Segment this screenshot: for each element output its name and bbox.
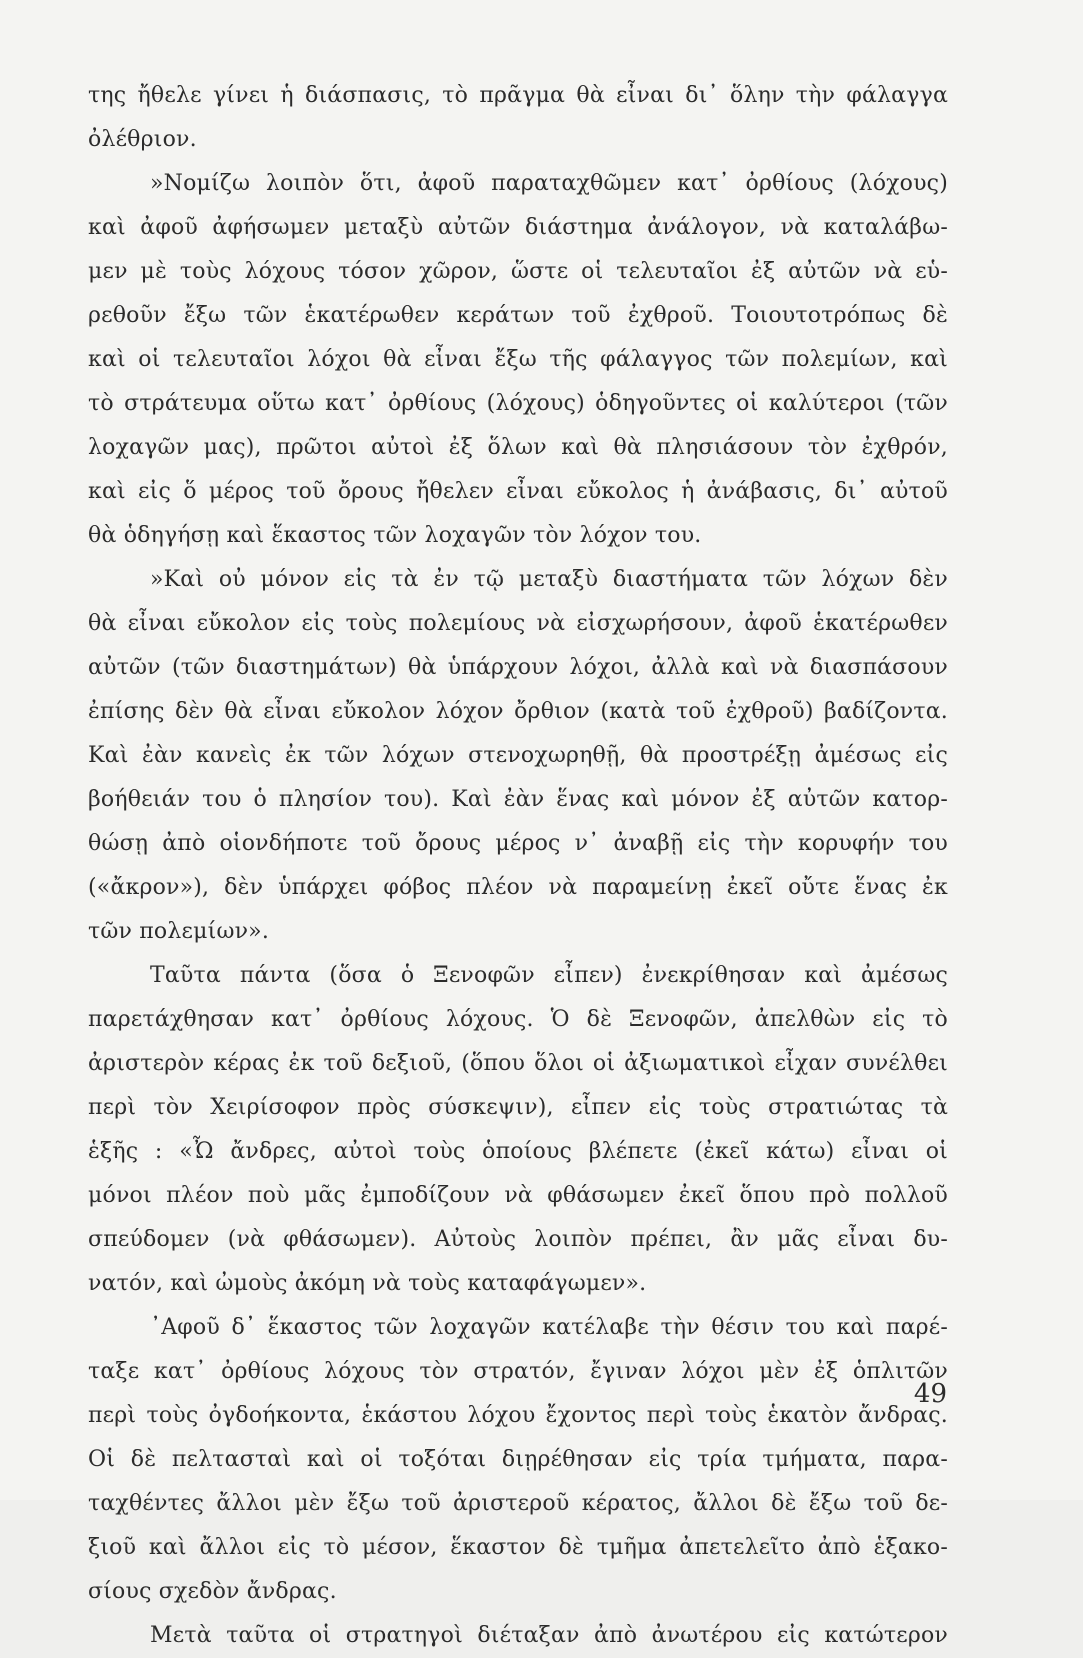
page-number: 49 (913, 1379, 947, 1409)
page-text (88, 74, 948, 1658)
text-line: Οἱ δὲ πελτασταὶ καὶ οἱ τοξόται διῃρέθησαν εἰς τρία τμήματα, παρα- (88, 1447, 948, 1472)
text-line: Μετὰ ταῦτα οἱ στρατηγοὶ διέταξαν ἀπὸ ἀνωτέρου εἰς κατώτερον (150, 1623, 948, 1648)
text-line: ἑξῆς : «Ὦ ἄνδρες, αὐτοὶ τοὺς ὁποίους βλέπετε (ἐκεῖ κάτω) εἶναι οἱ (88, 1139, 948, 1164)
text-line: Καὶ ἐὰν κανεὶς ἐκ τῶν λόχων στενοχωρηθῇ, θὰ προστρέξῃ ἀμέσως εἰς (88, 743, 948, 768)
text-line: ξιοῦ καὶ ἄλλοι εἰς τὸ μέσον, ἕκαστον δὲ τμῆμα ἀπετελεῖτο ἀπὸ ἑξακο- (88, 1535, 948, 1560)
text-line: ἀριστερὸν κέρας ἐκ τοῦ δεξιοῦ, (ὅπου ὅλοι οἱ ἀξιωματικοὶ εἶχαν συνέλθει (88, 1051, 948, 1076)
text-line: («ἄκρον»), δὲν ὑπάρχει φόβος πλέον νὰ παραμείνῃ ἐκεῖ οὔτε ἕνας ἐκ (88, 875, 948, 900)
text-line: ρεθοῦν ἔξω τῶν ἑκατέρωθεν κεράτων τοῦ ἐχθροῦ. Τοιουτοτρόπως δὲ (88, 303, 948, 328)
text-line: ᾽Αφοῦ δ᾽ ἕκαστος τῶν λοχαγῶν κατέλαβε τὴν θέσιν του καὶ παρέ- (150, 1315, 948, 1340)
text-line: τῶν πολεμίων». (88, 919, 270, 944)
text-line: θὰ ὁδηγήσῃ καὶ ἕκαστος τῶν λοχαγῶν τὸν λόχον του. (88, 523, 702, 548)
text-line: σίους σχεδὸν ἄνδρας. (88, 1579, 337, 1604)
text-line: θώσῃ ἀπὸ οἱονδήποτε τοῦ ὄρους μέρος ν᾽ ἀναβῇ εἰς τὴν κορυφήν του (88, 831, 948, 856)
text-line: Ταῦτα πάντα (ὅσα ὁ Ξενοφῶν εἶπεν) ἐνεκρίθησαν καὶ ἀμέσως (150, 963, 948, 988)
text-line: θὰ εἶναι εὔκολον εἰς τοὺς πολεμίους νὰ εἰσχωρήσουν, ἀφοῦ ἑκατέρωθεν (88, 611, 948, 636)
text-line: σπεύδομεν (νὰ φθάσωμεν). Αὐτοὺς λοιπὸν πρέπει, ἂν μᾶς εἶναι δυ- (88, 1227, 948, 1252)
text-line: μόνοι πλέον ποὺ μᾶς ἐμποδίζουν νὰ φθάσωμεν ἐκεῖ ὅπου πρὸ πολλοῦ (88, 1183, 948, 1208)
text-line: καὶ εἰς ὅ μέρος τοῦ ὄρους ἤθελεν εἶναι εὔκολος ἡ ἀνάβασις, δι᾽ αὐτοῦ (88, 479, 948, 504)
text-line: καὶ ἀφοῦ ἀφήσωμεν μεταξὺ αὐτῶν διάστημα ἀνάλογον, νὰ καταλάβω- (88, 215, 948, 240)
text-line: της ἤθελε γίνει ἡ διάσπασις, τὸ πρᾶγμα θὰ εἶναι δι᾽ ὅλην τὴν φάλαγγα (88, 83, 948, 108)
text-line: ταχθέντες ἄλλοι μὲν ἔξω τοῦ ἀριστεροῦ κέρατος, ἄλλοι δὲ ἔξω τοῦ δε- (88, 1491, 948, 1516)
text-line: νατόν, καὶ ὠμοὺς ἀκόμη νὰ τοὺς καταφάγωμεν». (88, 1271, 647, 1296)
text-line: καὶ οἱ τελευταῖοι λόχοι θὰ εἶναι ἔξω τῆς φάλαγγος τῶν πολεμίων, καὶ (88, 347, 948, 372)
text-line: περὶ τοὺς ὀγδοήκοντα, ἑκάστου λόχου ἔχοντος περὶ τοὺς ἑκατὸν ἄνδρας. (88, 1403, 948, 1428)
text-line: λοχαγῶν μας), πρῶτοι αὐτοὶ ἐξ ὅλων καὶ θὰ πλησιάσουν τὸν ἐχθρόν, (88, 435, 948, 460)
text-line: »Καὶ οὐ μόνον εἰς τὰ ἐν τῷ μεταξὺ διαστήματα τῶν λόχων δὲν (150, 567, 948, 592)
text-line: τὸ στράτευμα οὕτω κατ᾽ ὀρθίους (λόχους) ὁδηγοῦντες οἱ καλύτεροι (τῶν (88, 391, 948, 416)
text-line: »Νομίζω λοιπὸν ὅτι, ἀφοῦ παραταχθῶμεν κατ᾽ ὀρθίους (λόχους) (150, 171, 948, 196)
text-line: ἐπίσης δὲν θὰ εἶναι εὔκολον λόχον ὄρθιον (κατὰ τοῦ ἐχθροῦ) βαδίζοντα. (88, 699, 948, 724)
text-line: ὀλέθριον. (88, 127, 197, 152)
text-line: βοήθειάν του ὁ πλησίον του). Καὶ ἐὰν ἕνας καὶ μόνον ἐξ αὐτῶν κατορ- (88, 787, 948, 812)
text-line: περὶ τὸν Χειρίσοφον πρὸς σύσκεψιν), εἶπεν εἰς τοὺς στρατιώτας τὰ (88, 1095, 948, 1120)
text-line: παρετάχθησαν κατ᾽ ὀρθίους λόχους. Ὁ δὲ Ξενοφῶν, ἀπελθὼν εἰς τὸ (88, 1007, 948, 1032)
text-line: μεν μὲ τοὺς λόχους τόσον χῶρον, ὥστε οἱ τελευταῖοι ἐξ αὐτῶν νὰ εὑ- (88, 259, 948, 284)
text-line: ταξε κατ᾽ ὀρθίους λόχους τὸν στρατόν, ἔγιναν λόχοι μὲν ἐξ ὁπλιτῶν (88, 1359, 948, 1384)
text-line: αὐτῶν (τῶν διαστημάτων) θὰ ὑπάρχουν λόχοι, ἀλλὰ καὶ νὰ διασπάσουν (88, 655, 948, 680)
